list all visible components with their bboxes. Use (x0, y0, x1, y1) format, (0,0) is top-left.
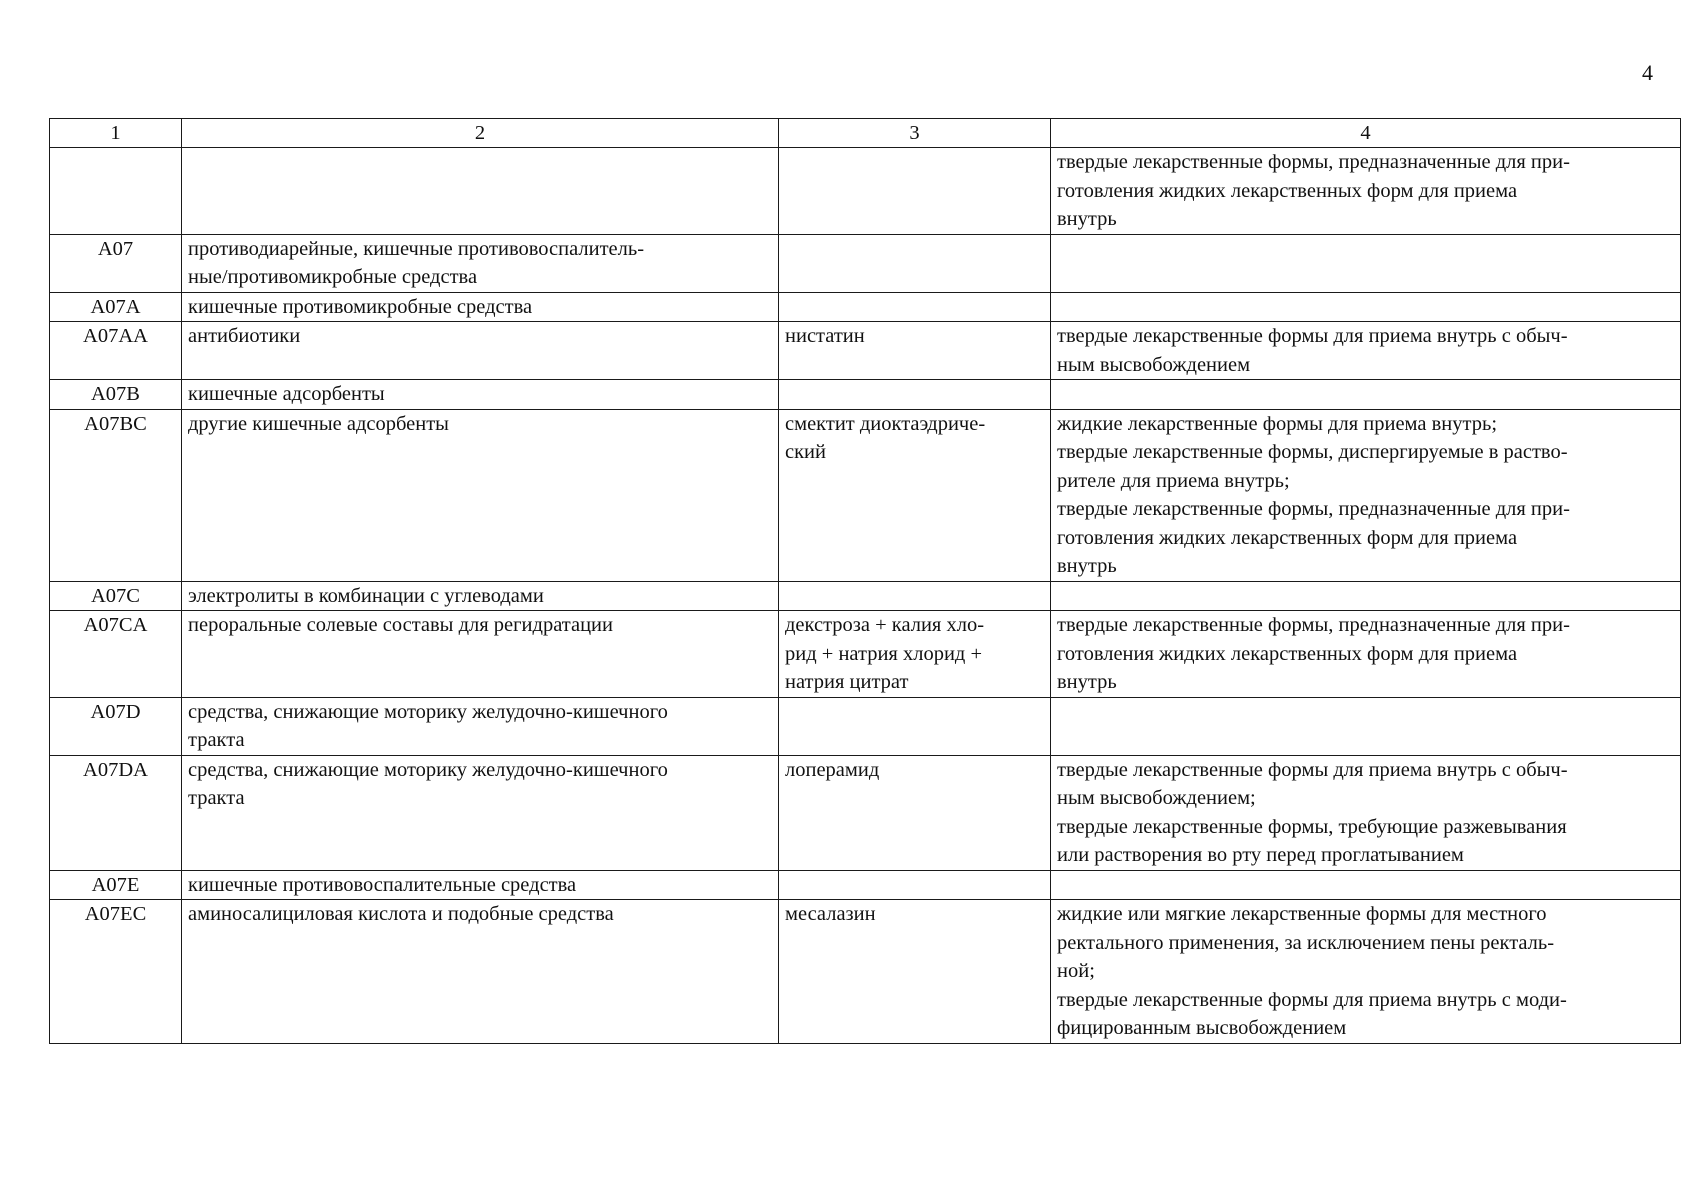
text-line: электролиты в комбинации с углеводами (188, 584, 544, 607)
table-row (50, 755, 1681, 870)
text-line: готовления жидких лекарственных форм для приема (1057, 642, 1518, 665)
pharmacological-group-cell (182, 870, 779, 900)
text-line: средства, снижающие моторику желудочно-кишечного (188, 700, 668, 723)
text-line: кишечные противомикробные средства (188, 295, 533, 318)
drug-name-cell (779, 697, 1051, 755)
drug-name-cell (779, 292, 1051, 322)
text-line: твердые лекарственные формы, требующие разжевывания (1057, 815, 1567, 838)
text-line: другие кишечные адсорбенты (188, 412, 449, 435)
dosage-forms-cell (1051, 870, 1681, 900)
text-line: кишечные противовоспалительные средства (188, 873, 577, 896)
header-cell-3: 3 (779, 119, 1051, 148)
table-row (50, 292, 1681, 322)
table-row (50, 900, 1681, 1044)
text-line: внутрь (1057, 671, 1117, 693)
table-row (50, 380, 1681, 410)
pharmacological-group-cell (182, 292, 779, 322)
atc-code-cell: A07DA (50, 755, 182, 870)
atc-code-cell: A07AA (50, 322, 182, 380)
drug-name-cell (779, 900, 1051, 1044)
text-line: лоперамид (785, 758, 880, 781)
pharmacological-group-cell (182, 409, 779, 581)
dosage-forms-cell (1051, 234, 1681, 292)
text-line: твердые лекарственные формы для приема внутрь с обыч- (1057, 325, 1568, 347)
text-line: внутрь (1057, 208, 1117, 230)
text-line: месалазин (785, 903, 876, 925)
pharmacological-group-cell (182, 755, 779, 870)
text-line: жидкие лекарственные формы для приема внутрь; (1057, 412, 1498, 435)
page-number: 4 (1642, 60, 1653, 85)
header-cell-1: 1 (50, 119, 182, 148)
text-line: тракта (188, 729, 245, 751)
text-line: твердые лекарственные формы для приема внутрь с обыч- (1057, 758, 1568, 781)
text-line: твердые лекарственные формы для приема внутрь с моди- (1057, 988, 1567, 1011)
header-cell-4: 4 (1051, 119, 1681, 148)
text-line: натрия цитрат (785, 671, 909, 693)
text-line: аминосалициловая кислота и подобные средства (188, 903, 614, 925)
text-line: твердые лекарственные формы, предназначенные для при- (1057, 498, 1570, 520)
atc-code-cell: A07 (50, 234, 182, 292)
text-line: ский (785, 441, 826, 463)
text-line: или растворения во рту перед проглатыванием (1057, 844, 1464, 866)
dosage-forms-cell (1051, 755, 1681, 870)
dosage-forms-cell (1051, 409, 1681, 581)
dosage-forms-cell (1051, 322, 1681, 380)
pharmacological-group-cell (182, 148, 779, 235)
dosage-forms-cell (1051, 380, 1681, 410)
text-line: антибиотики (188, 325, 301, 347)
table-row (50, 234, 1681, 292)
dosage-forms-cell (1051, 292, 1681, 322)
atc-code-cell: A07C (50, 581, 182, 611)
dosage-forms-cell (1051, 148, 1681, 235)
text-line: ректального применения, за исключением пены ректаль- (1057, 931, 1555, 954)
atc-code-cell: A07EC (50, 900, 182, 1044)
text-line: готовления жидких лекарственных форм для приема (1057, 179, 1518, 202)
text-line: фицированным высвобождением (1057, 1017, 1347, 1039)
table-row (50, 611, 1681, 698)
atc-code-cell: A07E (50, 870, 182, 900)
pharmacological-group-cell (182, 697, 779, 755)
text-line: рителе для приема внутрь; (1057, 469, 1290, 492)
text-line: противодиарейные, кишечные противовоспалитель- (188, 237, 645, 260)
table-header-row (50, 119, 1681, 148)
atc-code-cell: A07A (50, 292, 182, 322)
text-line: внутрь (1057, 555, 1117, 577)
text-line: средства, снижающие моторику желудочно-кишечного (188, 758, 668, 781)
drug-name-cell (779, 234, 1051, 292)
pharmacological-group-cell (182, 611, 779, 698)
table-row (50, 870, 1681, 900)
pharmacological-group-cell (182, 581, 779, 611)
pharmacological-group-cell (182, 380, 779, 410)
pharmacological-group-cell (182, 234, 779, 292)
drug-name-cell (779, 611, 1051, 698)
table-row (50, 409, 1681, 581)
drug-name-cell (779, 148, 1051, 235)
text-line: декстроза + калия хло- (785, 614, 985, 636)
dosage-forms-cell (1051, 581, 1681, 611)
atc-code-cell: A07D (50, 697, 182, 755)
table-row (50, 581, 1681, 611)
dosage-forms-cell (1051, 611, 1681, 698)
atc-code-cell: A07BC (50, 409, 182, 581)
drug-name-cell (779, 581, 1051, 611)
text-line: нистатин (785, 325, 865, 347)
header-cell-2: 2 (182, 119, 779, 148)
text-line: твердые лекарственные формы, предназначенные для при- (1057, 614, 1570, 636)
pharmacological-group-cell (182, 322, 779, 380)
drug-name-cell (779, 322, 1051, 380)
text-line: рид + натрия хлорид + (785, 642, 983, 665)
drug-classification-table (49, 118, 1681, 1044)
table-row (50, 322, 1681, 380)
atc-code-cell: A07B (50, 380, 182, 410)
text-line: твердые лекарственные формы, предназначенные для при- (1057, 151, 1570, 173)
atc-code-cell (50, 148, 182, 235)
drug-name-cell (779, 380, 1051, 410)
text-line: кишечные адсорбенты (188, 383, 385, 405)
text-line: смектит диоктаэдриче- (785, 412, 986, 435)
text-line: ной; (1057, 960, 1095, 982)
pharmacological-group-cell (182, 900, 779, 1044)
table-row (50, 148, 1681, 235)
atc-code-cell: A07CA (50, 611, 182, 698)
drug-name-cell (779, 755, 1051, 870)
dosage-forms-cell (1051, 900, 1681, 1044)
drug-name-cell (779, 870, 1051, 900)
text-line: жидкие или мягкие лекарственные формы для местного (1057, 903, 1547, 925)
text-line: ные/противомикробные средства (188, 266, 478, 288)
text-line: ным высвобождением (1057, 353, 1251, 376)
text-line: пероральные солевые составы для регидратации (188, 614, 613, 636)
text-line: готовления жидких лекарственных форм для приема (1057, 526, 1518, 549)
dosage-forms-cell (1051, 697, 1681, 755)
text-line: ным высвобождением; (1057, 787, 1256, 809)
text-line: тракта (188, 787, 245, 809)
drug-name-cell (779, 409, 1051, 581)
table-row (50, 697, 1681, 755)
text-line: твердые лекарственные формы, диспергируемые в раство- (1057, 441, 1568, 463)
